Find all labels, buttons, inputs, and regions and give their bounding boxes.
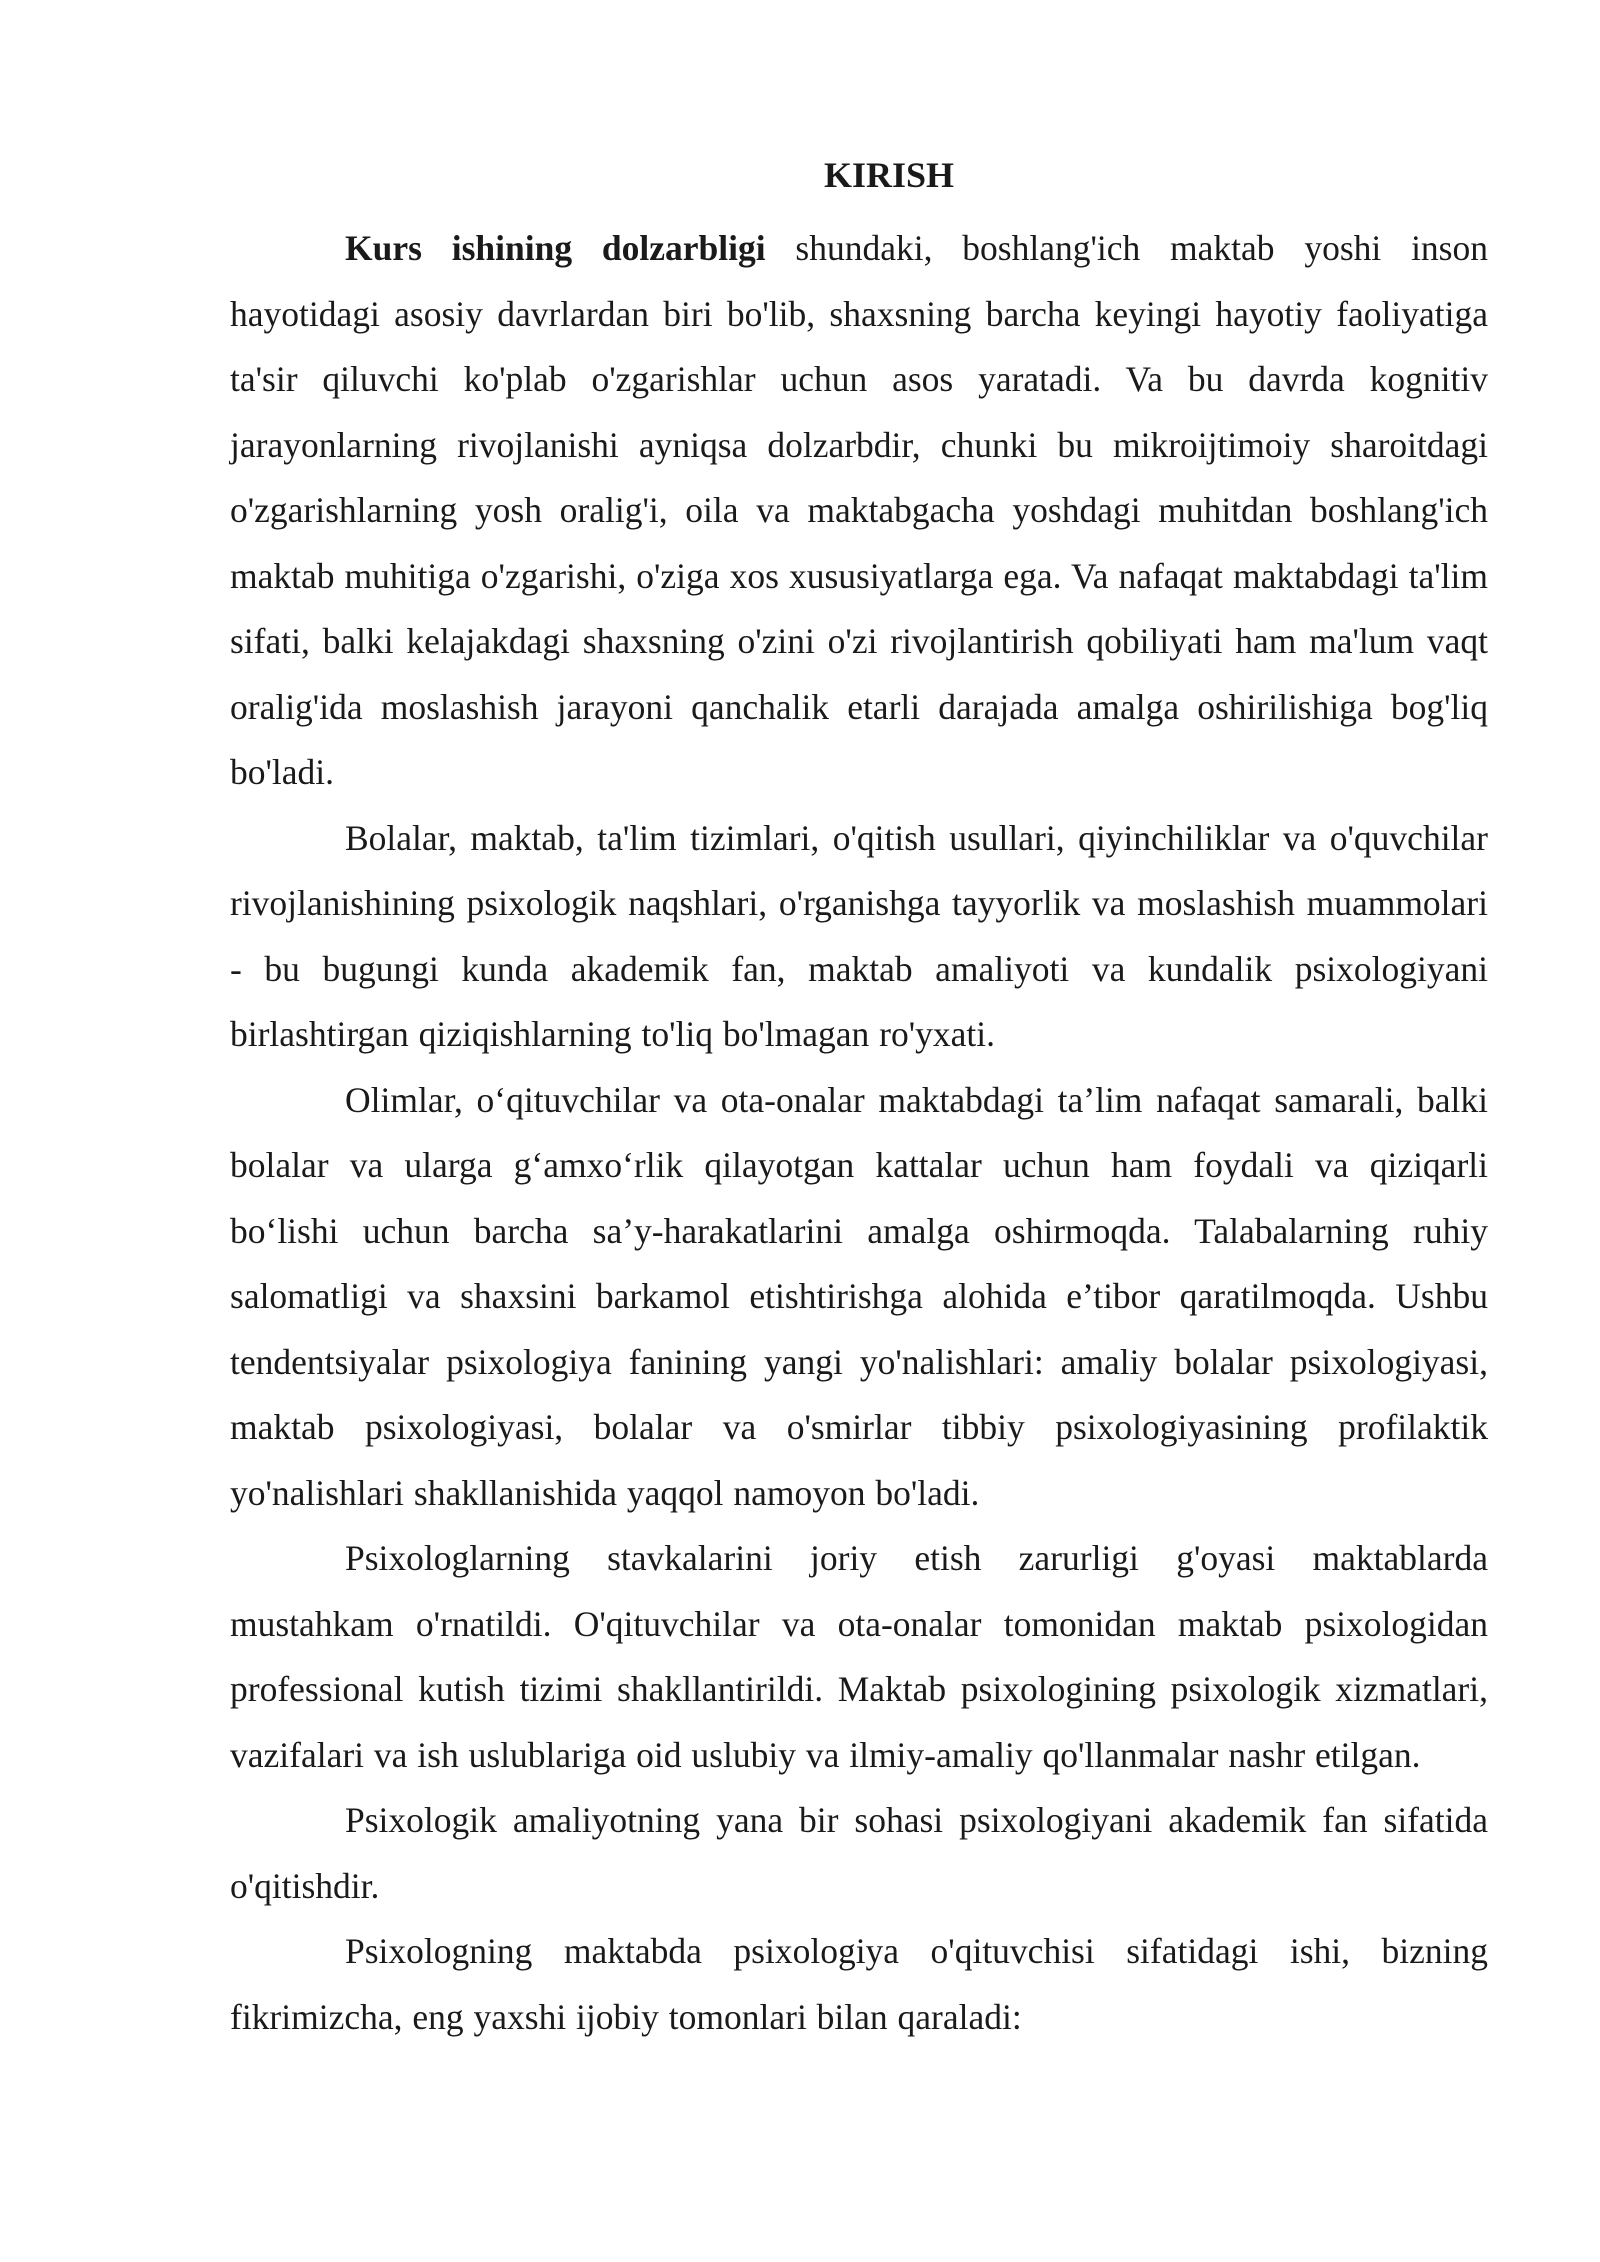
paragraph-5 xyxy=(230,1788,1488,1919)
paragraph-text: Psixologik amaliyotning yana bir sohasi psixologiyani akademik fan sifatida o'qitishdir. xyxy=(230,1800,1488,1906)
paragraph-4 xyxy=(230,1526,1488,1788)
page-title: KIRISH xyxy=(823,155,955,195)
paragraph-6 xyxy=(230,1919,1488,2050)
paragraph-text: Psixologlarning stavkalarini joriy etish zarurligi g'oyasi maktablarda mustahkam o'rnatildi. O'qituvchilar va ota-onalar tomonidan maktab psixologidan professional kutish tizimi shakllantirildi. Maktab psixologining psixologik xizmatlari, vazifalari va ish uslublariga oid uslubiy va ilmiy-amaliy qo'llanmalar nashr etilgan. xyxy=(230,1538,1488,1775)
paragraph-text: Bolalar, maktab, ta'lim tizimlari, o'qitish usullari, qiyinchiliklar va o'quvchilar rivojlanishining psixologik naqshlari, o'rganishga tayyorlik va moslashish muammolari - bu bugungi kunda akademik fan, maktab amaliyoti va kundalik psixologiyani birlashtirgan qiziqishlarning to'liq bo'lmagan ro'yxati. xyxy=(230,817,1488,1054)
paragraph-3 xyxy=(230,1068,1488,1527)
paragraph-1 xyxy=(230,216,1488,806)
paragraph-2 xyxy=(230,806,1488,1068)
paragraph-text: Olimlar, o‘qituvchilar va ota-onalar maktabdagi ta’lim nafaqat samarali, balki bolalar va ularga g‘amxo‘rlik qilayotgan kattalar uchun ham foydali va qiziqarli bo‘lishi uchun barcha sa’y-harakatlarini amalga oshirmoqda. Talabalarning ruhiy salomatligi va shaxsini barkamol etishtirishga alohida e’tibor qaratilmoqda. Ushbu tendentsiyalar psixologiya fanining yangi yo'nalishlari: amaliy bolalar psixologiyasi, maktab psixologiyasi, bolalar va o'smirlar tibbiy psixologiyasining profilaktik yo'nalishlari shakllanishida yaqqol namoyon bo'ladi. xyxy=(230,1079,1488,1513)
paragraph-lead-bold: Kurs ishining dolzarbligi xyxy=(345,228,766,268)
paragraph-text: Psixologning maktabda psixologiya o'qituvchisi sifatidagi ishi, bizning fikrimizcha, eng yaxshi ijobiy tomonlari bilan qaraladi: xyxy=(230,1931,1488,2037)
document-page xyxy=(230,150,1488,2050)
paragraph-text: shundaki, boshlang'ich maktab yoshi inson hayotidagi asosiy davrlardan biri bo'lib, shaxsning barcha keyingi hayotiy faoliyatiga ta'sir qiluvchi ko'plab o'zgarishlar uchun asos yaratadi. Va bu davrda kognitiv jarayonlarning rivojlanishi ayniqsa dolzarbdir, chunki bu mikroijtimoiy sharoitdagi o'zgarishlarning yosh oralig'i, oila va maktabgacha yoshdagi muhitdan boshlang'ich maktab muhitiga o'zgarishi, o'ziga xos xususiyatlarga ega. Va nafaqat maktabdagi ta'lim sifati, balki kelajakdagi shaxsning o'zini o'zi rivojlantirish qobiliyati ham ma'lum vaqt oralig'ida moslashish jarayoni qanchalik etarli darajada amalga oshirilishiga bog'liq bo'ladi. xyxy=(230,228,1488,792)
